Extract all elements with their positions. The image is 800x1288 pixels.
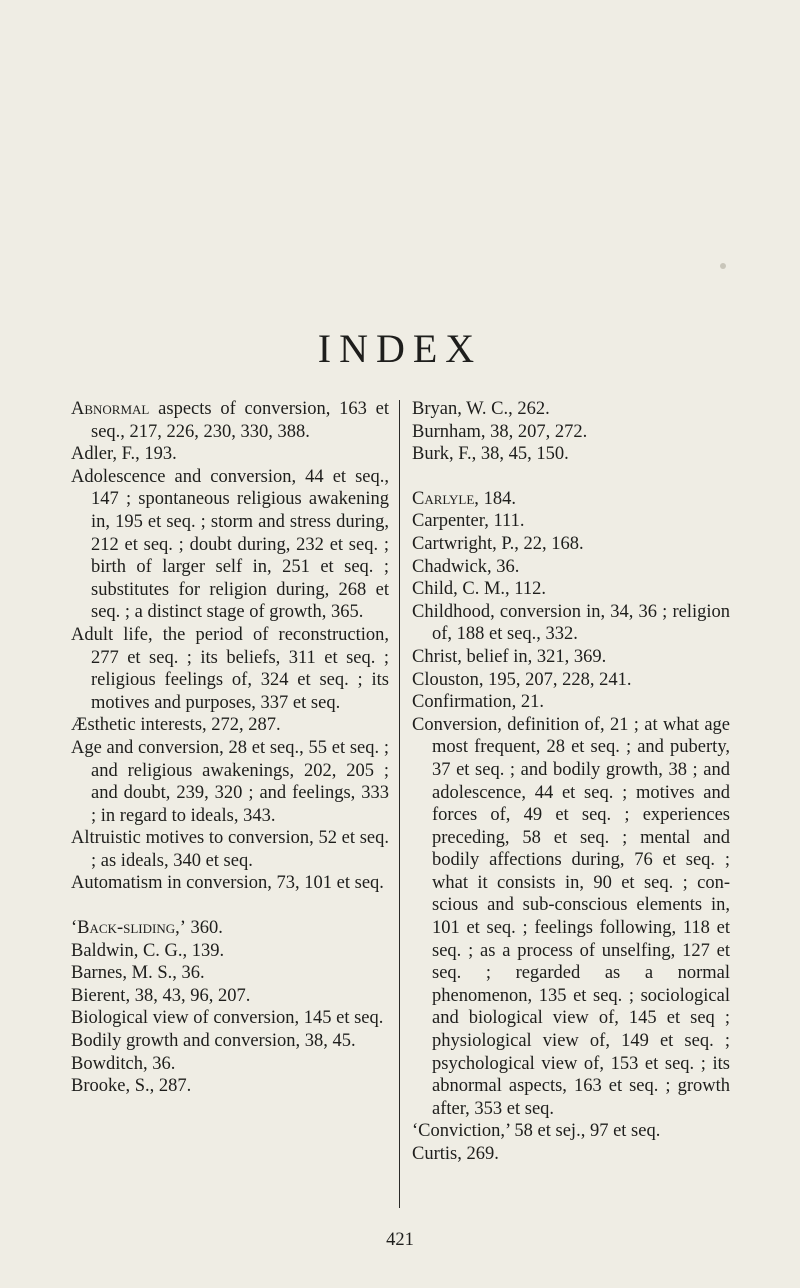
index-entry — [71, 917, 389, 940]
index-entry: Conversion, definition of, 21 ; at what age most frequent, 28 et seq. ; and puberty, 37 et seq. ; and bodily growth, 38 ; and adolescence, 44 et seq. ; motives and forces of, 49 et seq. ; experiences preceding, 58 et seq. ; mental and bodily affections during, 76 et seq. ; what it consists in, 90 et seq. ; con-scious and sub-conscious elements in, 101 et seq. ; feelings following, 118 et seq. ; as a process of unselfing, 127 et seq. ; regarded as a normal phenomenon, 135 et seq. ; sociological and biological view of, 145 et seq ; physiological view of, 149 et seq. ; psychological view of, 153 et seq. ; its abnormal aspects, 163 et seq. ; growth after, 353 et seq. — [412, 714, 730, 1119]
index-entry: Bryan, W. C., 262. — [412, 399, 550, 419]
index-entry: Confirmation, 21. — [412, 692, 545, 713]
index-entry: Brooke, S., 287. — [71, 1076, 192, 1097]
index-entry: Christ, belief in, 321, 369. — [412, 646, 607, 667]
index-entry: Cartwright, P., 22, 168. — [412, 533, 584, 554]
index-entry: Carpenter, 111. — [412, 511, 525, 532]
index-entry — [412, 488, 730, 511]
entry-text: 184. — [478, 488, 516, 509]
entry-gap — [71, 895, 389, 917]
index-entry: Burnham, 38, 207, 272. — [412, 421, 588, 442]
index-entry: Æsthetic interests, 272, 287. — [71, 715, 281, 736]
entry-head: ‘Back-sliding,’ — [71, 918, 186, 939]
index-entry: Biological view of conversion, 145 et seq. — [71, 1008, 384, 1029]
index-entry: Altruistic motives to conversion, 52 et seq. ; as ideals, 340 et seq. — [71, 828, 389, 871]
page-number: 421 — [386, 1230, 414, 1250]
entry-text: aspects of conversion, 163 et seq., 217, 226, 230, 330, 388. — [91, 399, 389, 442]
paper-spot — [720, 263, 726, 269]
index-entry: Barnes, M. S., 36. — [71, 963, 205, 984]
index-column-right — [412, 398, 730, 1166]
page-title: INDEX — [317, 326, 483, 371]
entry-gap — [412, 466, 730, 488]
index-column-left — [71, 398, 389, 1098]
index-entry: Adult life, the period of reconstruction, 277 et seq. ; its beliefs, 311 et seq. ; religious feelings of, 324 et seq. ; its motives and purposes, 337 et seq. — [71, 624, 389, 713]
index-entry: Curtis, 269. — [412, 1144, 499, 1164]
index-entry: Burk, F., 38, 45, 150. — [412, 444, 569, 465]
entry-head: Carlyle, — [412, 488, 479, 509]
index-entry: Childhood, conversion in, 34, 36 ; religion of, 188 et seq., 332. — [412, 601, 730, 645]
index-entry: Automatism in conversion, 73, 101 et seq. — [71, 873, 384, 894]
index-entry: Bierent, 38, 43, 96, 207. — [71, 985, 251, 1006]
index-entry: Baldwin, C. G., 139. — [71, 940, 225, 961]
entry-text: 360. — [185, 918, 223, 939]
index-entry: Adolescence and conversion, 44 et seq., 147 ; spontaneous religious awakening in, 195 et seq. ; storm and stress during, 212 et seq. ; doubt during, 232 et seq. ; birth of larger self in, 251 et seq. ; substitutes for religion during, 268 et seq. ; a distinct stage of growth, 365. — [71, 466, 389, 623]
index-entry: Bowditch, 36. — [71, 1053, 176, 1074]
index-entry: Adler, F., 193. — [71, 444, 177, 465]
index-entry: Age and conversion, 28 et seq., 55 et seq. ; and religious awakenings, 202, 205 ; and doubt, 239, 320 ; and feelings, 333 ; in regard to ideals, 343. — [71, 737, 389, 826]
index-entry — [71, 398, 389, 443]
index-entry: Chadwick, 36. — [412, 556, 520, 577]
index-entry: Clouston, 195, 207, 228, 241. — [412, 669, 632, 690]
index-entry: Bodily growth and conversion, 38, 45. — [71, 1031, 356, 1052]
column-divider — [399, 400, 400, 1208]
index-entry: Child, C. M., 112. — [412, 579, 546, 600]
index-entry: ‘Conviction,’ 58 et sej., 97 et seq. — [412, 1121, 661, 1142]
entry-head: Abnormal — [71, 399, 150, 419]
